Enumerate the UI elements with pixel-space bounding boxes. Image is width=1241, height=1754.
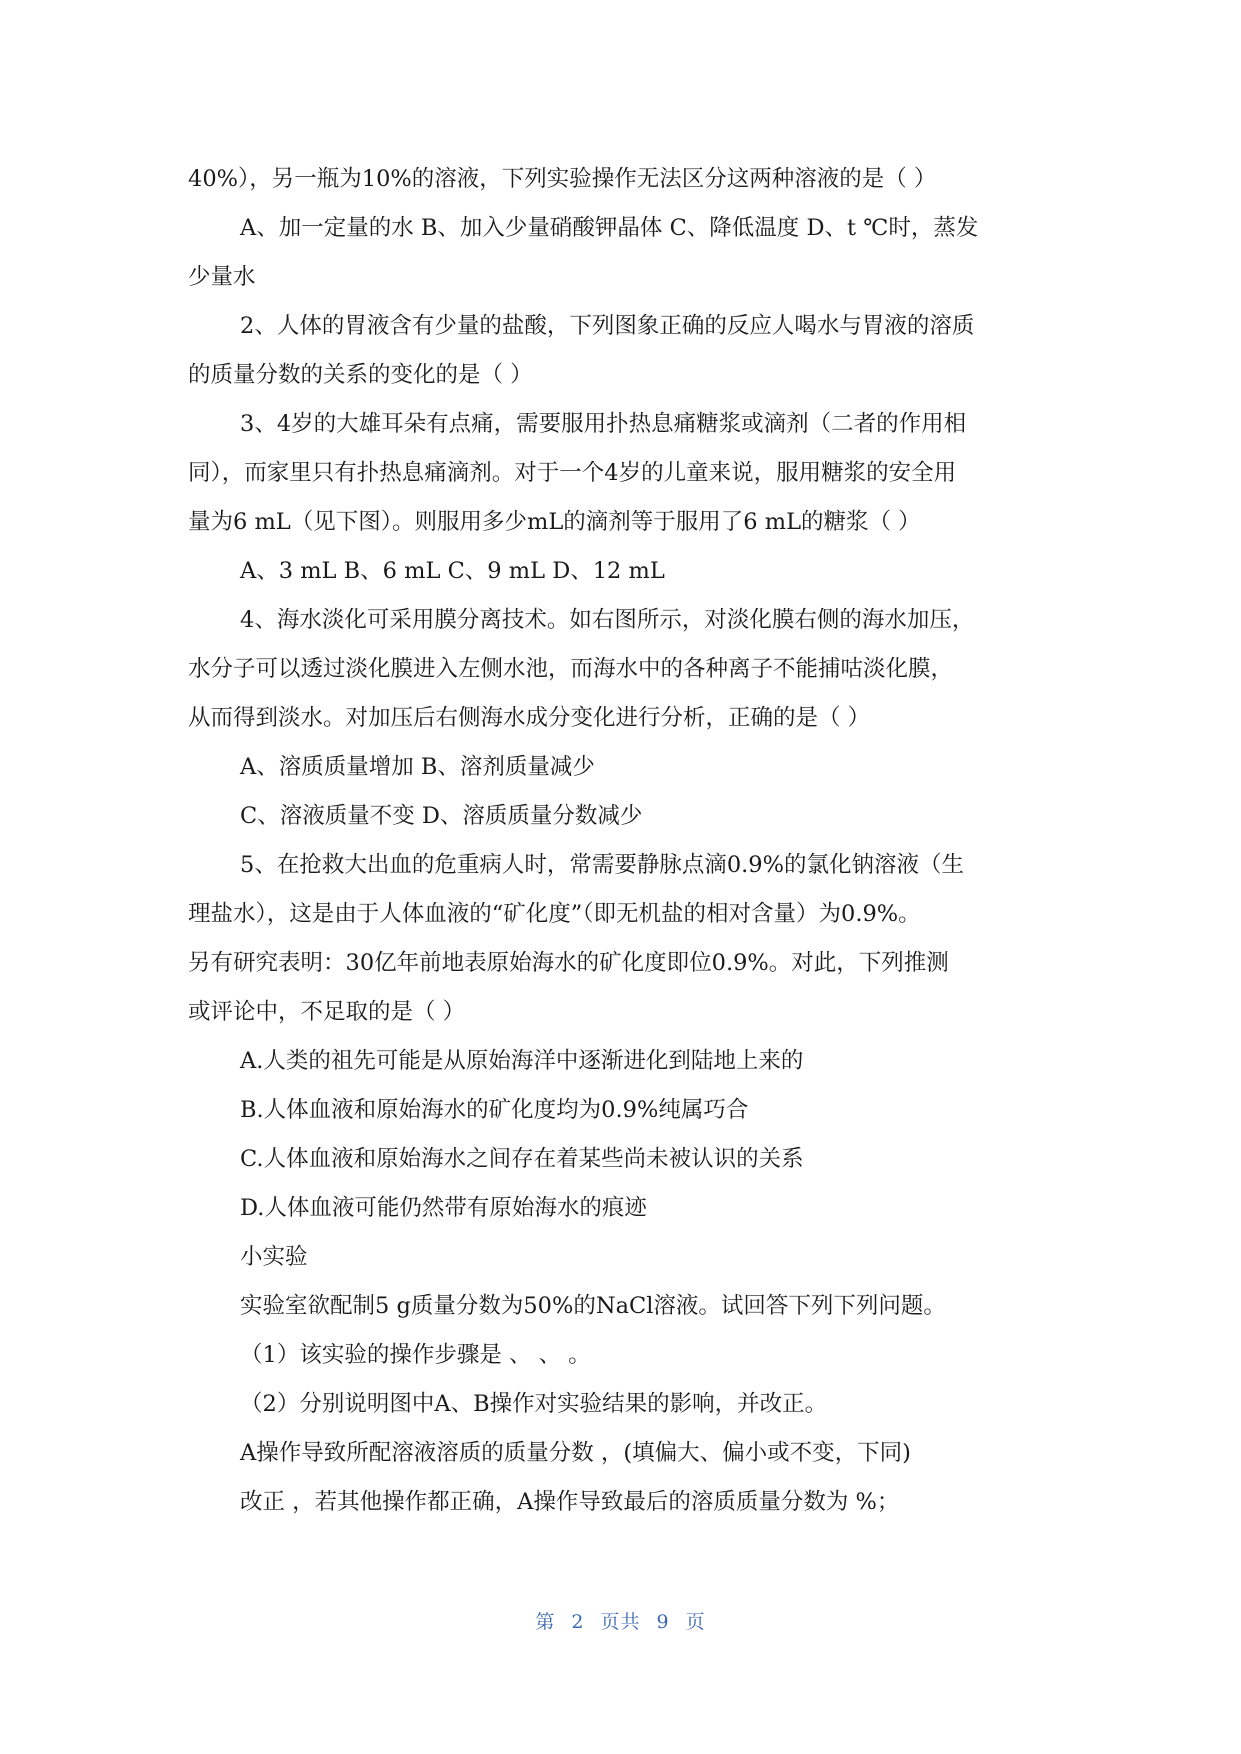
text-line: 5、在抢救大出血的危重病人时，常需要静脉点滴0.9%的氯化钠溶液（生 [240,852,964,878]
text-line: 理盐水），这是由于人体血液的“矿化度”（即无机盐的相对含量）为0.9%。 [188,901,921,927]
footer-total-pages: 9 [656,1611,670,1633]
text-line: 量为6 mL（见下图）。则服用多少mL的滴剂等于服用了6 mL的糖浆（ ） [188,509,921,535]
text-line: 2、人体的胃液含有少量的盐酸，下列图象正确的反应人喝水与胃液的溶质 [240,313,975,339]
text-line: 另有研究表明：30亿年前地表原始海水的矿化度即位0.9%。对此，下列推测 [188,950,949,976]
text-line: 同），而家里只有扑热息痛滴剂。对于一个4岁的儿童来说，服用糖浆的安全用 [188,460,957,486]
text-line: A.人类的祖先可能是从原始海洋中逐渐进化到陆地上来的 [240,1048,804,1074]
text-line: 少量水 [188,264,256,290]
text-line: A、加一定量的水 B、加入少量硝酸钾晶体 C、降低温度 D、t ℃时，蒸发 [240,215,979,241]
text-line: 小实验 [240,1244,308,1270]
text-line: C.人体血液和原始海水之间存在着某些尚未被认识的关系 [240,1146,804,1172]
text-line: C、溶液质量不变 D、溶质质量分数减少 [240,803,643,829]
footer-label-yegong: 页共 [600,1611,641,1633]
text-line: 3、4岁的大雄耳朵有点痛，需要服用扑热息痛糖浆或滴剂（二者的作用相 [240,411,967,437]
footer-label-ye: 页 [685,1611,706,1633]
text-line: 40%），另一瓶为10%的溶液，下列实验操作无法区分这两种溶液的是（ ） [188,166,937,192]
page-footer [0,1607,1241,1634]
text-line: 或评论中，不足取的是（ ） [188,999,466,1025]
text-line: 的质量分数的关系的变化的是（ ） [188,362,533,388]
text-line: 从而得到淡水。对加压后右侧海水成分变化进行分析，正确的是（ ） [188,705,871,731]
text-line: B.人体血液和原始海水的矿化度均为0.9%纯属巧合 [240,1097,749,1123]
text-line: D.人体血液可能仍然带有原始海水的痕迹 [240,1195,647,1221]
text-line: 水分子可以透过淡化膜进入左侧水池，而海水中的各种离子不能捕咕淡化膜， [188,656,954,682]
text-line: 改正 ，若其他操作都正确，A操作导致最后的溶质质量分数为 %； [240,1489,900,1515]
page-body [188,155,1056,1527]
text-line: （1）该实验的操作步骤是 、 、 。 [240,1342,591,1368]
text-line: A、3 mL B、6 mL C、9 mL D、12 mL [240,558,665,584]
text-line: 实验室欲配制5 g质量分数为50%的NaCl溶液。试回答下列下列问题。 [240,1293,946,1319]
footer-current-page: 2 [571,1611,585,1633]
text-line: 4、海水淡化可采用膜分离技术。如右图所示，对淡化膜右侧的海水加压， [240,607,975,633]
footer-label-di: 第 [535,1611,556,1633]
text-line: A操作导致所配溶液溶质的质量分数 ，(填偏大、偏小或不变，下同) [240,1440,911,1466]
text-line: A、溶质质量增加 B、溶剂质量减少 [240,754,595,780]
text-line: （2）分别说明图中A、B操作对实验结果的影响，并改正。 [240,1391,828,1417]
